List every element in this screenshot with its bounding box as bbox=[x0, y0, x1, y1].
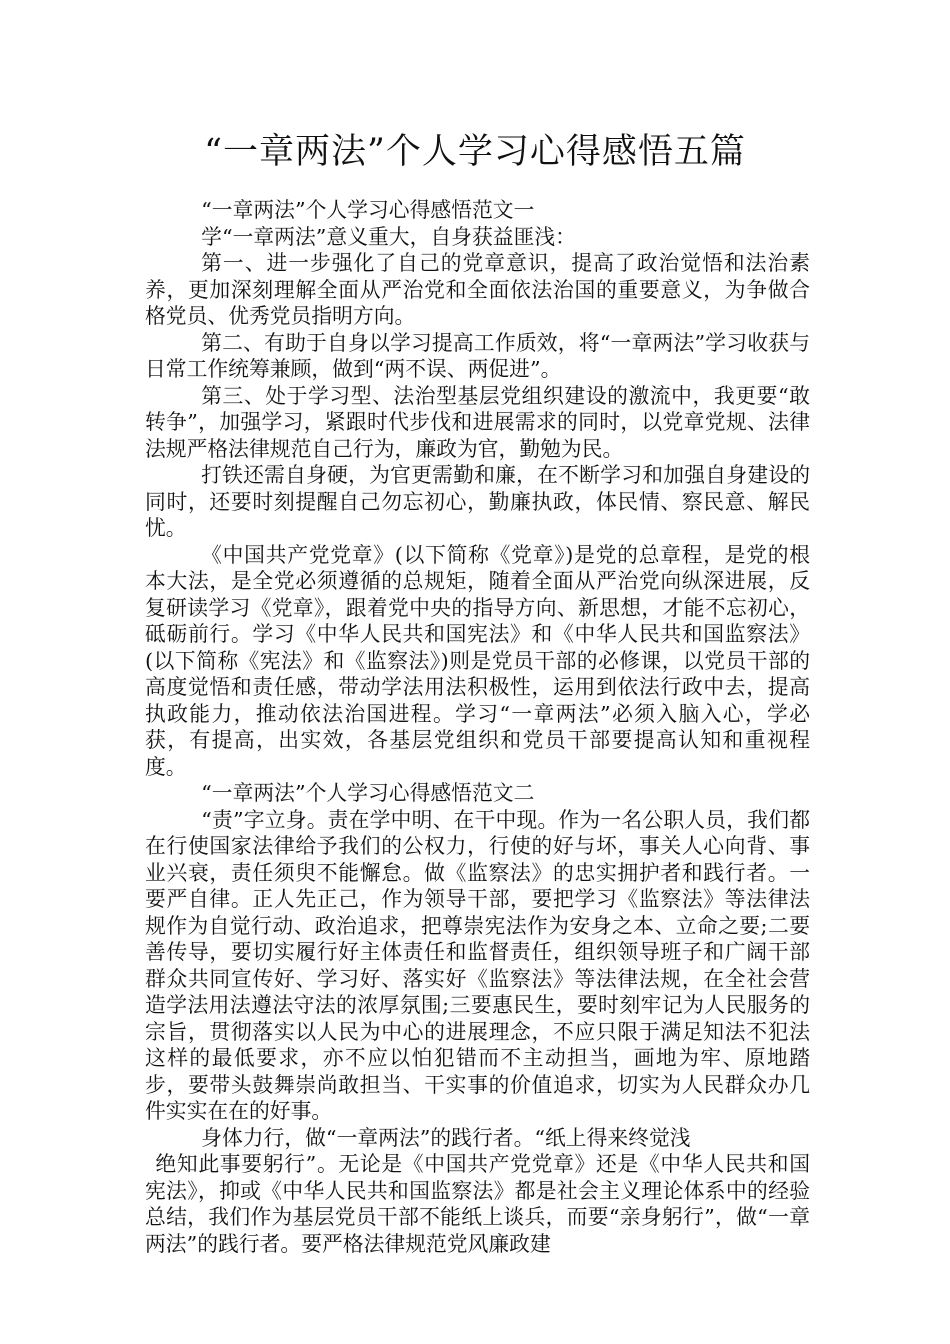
section-heading-2: “一章两法”个人学习心得感悟范文二 bbox=[201, 781, 535, 805]
paragraph-practice-start: 身体力行，做“一章两法”的践行者。“纸上得来终觉浅 bbox=[201, 1125, 691, 1150]
section-heading-1: “一章两法”个人学习心得感悟范文一 bbox=[201, 198, 535, 222]
paragraph-party-constitution: 《中国共产党党章》(以下简称《党章》)是党的总章程，是党的根本大法，是全党必须遵循的总规矩，随着全面从严治党向纵深进展，反复研读学习《党章》，跟着党中央的指导方向、新思想，才能不忘初心，砥砺前行。学习《中华人民共和国宪法》和《中华人民共和国监察法》(以下简称《宪法》和《监察法》)则是党员干部的必修课，以党员干部的高度觉悟和责任感，带动学法用法积极性，运用到依法行政中去，提高执政能力，推动依法治国进程。学习“一章两法”必须入脑入心，学必获，有提高，出实效，各基层党组织和党员干部要提高认知和重视程度。 bbox=[145, 542, 810, 779]
paragraph-self-discipline: 打铁还需自身硬，为官更需勤和廉，在不断学习和加强自身建设的同时，还要时刻提醒自己勿忘初心，勤廉执政，体民情、察民意、解民忧。 bbox=[145, 463, 810, 540]
document-body bbox=[145, 197, 810, 1257]
paragraph-responsibility: “责”字立身。责在学中明、在干中现。作为一名公职人员，我们都在行使国家法律给予我们的公权力，行使的好与坏，事关人心向背、事业兴衰，责任须臾不能懈怠。做《监察法》的忠实拥护者和践行者。一要严自律。正人先正己，作为领导干部，要把学习《监察法》等法律法规作为自觉行动、政治追求，把尊崇宪法作为安身之本、立命之要;二要善传导，要切实履行好主体责任和监督责任，组织领导班子和广阔干部群众共同宣传好、学习好、落实好《监察法》等法律法规，在全社会营造学法用法遵法守法的浓厚氛围;三要惠民生，要时刻牢记为人民服务的宗旨，贯彻落实以人民为中心的进展理念，不应只限于满足知法不犯法这样的最低要求，亦不应以怕犯错而不主动担当，画地为牢、原地踏步，要带头鼓舞崇尚敢担当、干实事的价值追求，切实为人民群众办几件实实在在的好事。 bbox=[145, 807, 810, 1123]
paragraph-point-1: 第一、进一步强化了自己的党章意识，提高了政治觉悟和法治素养，更加深刻理解全面从严治党和全面依法治国的重要意义，为争做合格党员、优秀党员指明方向。 bbox=[145, 251, 810, 328]
paragraph-intro: 学“一章两法”意义重大，自身获益匪浅： bbox=[201, 224, 576, 249]
paragraph-point-2: 第二、有助于自身以学习提高工作质效，将“一章两法”学习收获与日常工作统筹兼顾，做到“两不误、两促进”。 bbox=[145, 330, 810, 381]
document-title: “一章两法”个人学习心得感悟五篇 bbox=[204, 132, 746, 172]
paragraph-point-3: 第三、处于学习型、法治型基层党组织建设的激流中，我更要“敢转争”，加强学习，紧跟时代步伐和进展需求的同时，以党章党规、法律法规严格法律规范自己行为，廉政为官，勤勉为民。 bbox=[145, 383, 810, 461]
paragraph-practice-continued: 绝知此事要躬行”。无论是《中国共产党党章》还是《中华人民共和国宪法》，抑或《中华人民共和国监察法》都是社会主义理论体系中的经验总结，我们作为基层党员干部不能纸上谈兵，而要“亲身躬行”，做“一章两法”的践行者。要严格法律规范党风廉政建 bbox=[145, 1152, 810, 1256]
